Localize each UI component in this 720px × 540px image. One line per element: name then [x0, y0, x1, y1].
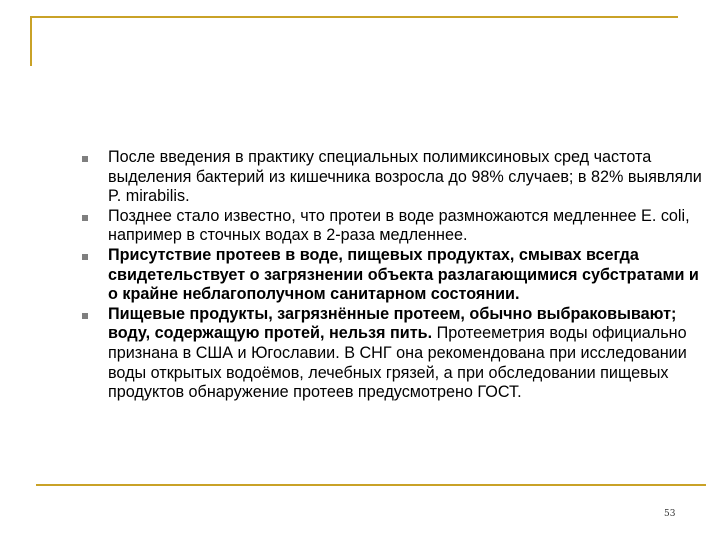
square-bullet-icon: [82, 215, 88, 221]
frame-bottom-line: [36, 484, 706, 486]
bullet-bold-text: Пищевые продукты, загрязнённые протеем, обычно выбраковывают; воду, содержащую протей, нельзя пить.: [108, 304, 677, 343]
bullet-text: Протееметрия воды официально признана в США и Югославии. В СНГ она рекомендована при исследовании воды открытых водоёмов, лечебных грязей, а при обследовании пищевых продуктов обнаружение протеев предусмотрено ГОСТ.: [108, 324, 687, 402]
frame-left-line: [30, 16, 32, 66]
page-number: 53: [664, 509, 676, 519]
square-bullet-icon: [82, 254, 88, 260]
slide-content: [82, 148, 712, 403]
square-bullet-icon: [82, 156, 88, 162]
frame-top-line: [30, 16, 678, 18]
bullet-bold-text: Присутствие протеев в воде, пищевых продуктах, смывах всегда свидетельствует о загрязнении объекта разлагающимися субстратами и о крайне неблагополучном санитарном состоянии.: [108, 245, 699, 304]
bullet-item-4: [82, 305, 712, 403]
bullet-text: После введения в практику специальных полимиксиновых сред частота выделения бактерий из кишечника возросла до 98% случаев; в 82% выявляли P. mirabilis.: [108, 148, 702, 206]
bullet-item-2: [82, 207, 712, 246]
bullet-text: Позднее стало известно, что протеи в воде размножаются медленнее E. coli, например в сточных водах в 2-раза медленнее.: [108, 206, 690, 245]
bullet-item-1: [82, 148, 712, 207]
square-bullet-icon: [82, 313, 88, 319]
bullet-item-3: [82, 246, 712, 305]
